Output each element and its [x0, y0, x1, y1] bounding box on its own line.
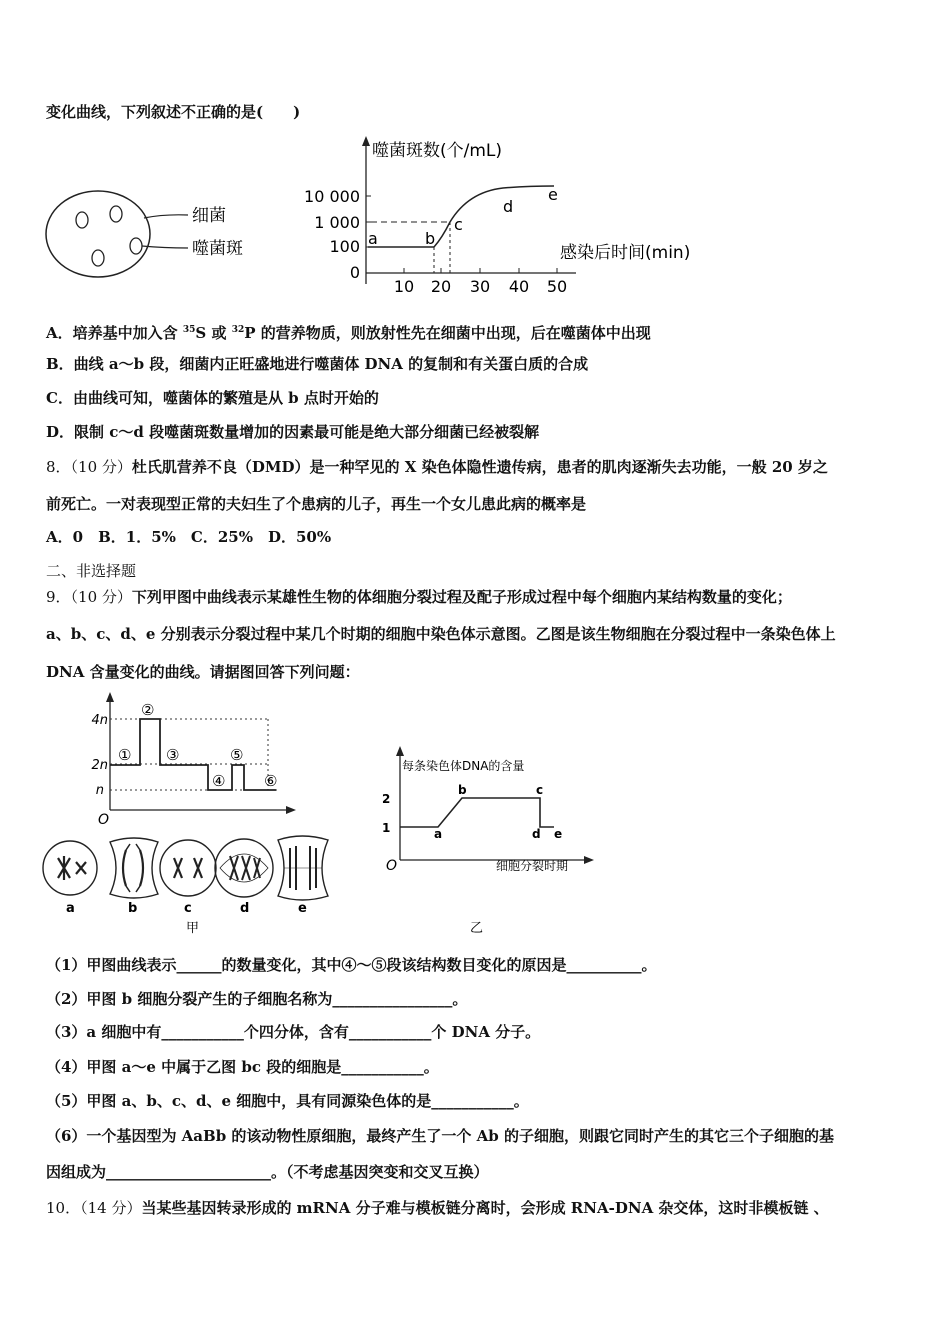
- ytick-1000: 1 000: [314, 213, 360, 232]
- yi-caption: 乙: [470, 921, 484, 936]
- point-c: c: [454, 215, 463, 234]
- q9-sub6-line2: 因组成为______________________。（不考虑基因突变和交叉互换）: [46, 1163, 489, 1181]
- point-d: d: [503, 197, 514, 216]
- cell-d: [215, 839, 273, 897]
- label-bacteria: 细菌: [192, 206, 226, 226]
- q9-sub1: （1）甲图曲线表示______的数量变化，其中④～⑤段该结构数目变化的原因是__________。: [46, 956, 657, 974]
- cell-label-d: d: [240, 901, 250, 916]
- q9-sub4: （4）甲图 a～e 中属于乙图 bc 段的细胞是___________。: [46, 1058, 439, 1076]
- xtick-30: 30: [469, 277, 491, 296]
- yi-origin: O: [386, 858, 398, 874]
- label-plaque: 噬菌斑: [192, 239, 243, 259]
- q9-sub6-line1: （6）一个基因型为 AaBb 的该动物性原细胞，最终产生了一个 Ab 的子细胞，则跟它同时产生的其它三个子细胞的基: [46, 1127, 834, 1145]
- q7-option-b: B．曲线 a～b 段，细菌内正旺盛地进行噬菌体 DNA 的复制和有关蛋白质的合成: [46, 355, 589, 373]
- jia-curve: [110, 719, 276, 790]
- q9-line2: a、b、c、d、e 分别表示分裂过程中某几个时期的细胞中染色体示意图。乙图是该生物细胞在分裂过程中一条染色体上: [46, 625, 836, 643]
- xtick-10: 10: [393, 277, 415, 296]
- yi-point-a: a: [434, 827, 443, 841]
- yi-curve: [400, 798, 554, 827]
- yi-ytick-2: 2: [382, 792, 391, 806]
- ytick-0: 0: [349, 263, 360, 282]
- q9-sub3: （3）a 细胞中有___________个四分体，含有___________个 DNA 分子。: [46, 1023, 541, 1041]
- stage-6: ⑥: [264, 772, 278, 790]
- cell-label-a: a: [66, 901, 75, 916]
- ytick-10000: 10 000: [304, 187, 360, 206]
- q9-line1: 9．（10 分）下列甲图中曲线表示某雄性生物的体细胞分裂过程及配子形成过程中每个细胞内某结构数量的变化；: [46, 588, 792, 606]
- section-title: 二、非选择题: [46, 562, 137, 580]
- q7-option-c: C．由曲线可知，噬菌体的繁殖是从 b 点时开始的: [46, 389, 379, 407]
- x-axis-label: 感染后时间(min): [560, 243, 691, 263]
- xtick-20: 20: [430, 277, 452, 296]
- stage-1: ①: [118, 746, 132, 764]
- y-axis-label: 噬菌斑数(个/mL): [372, 141, 503, 161]
- yi-xlabel: 细胞分裂时期: [496, 859, 569, 873]
- q7-option-d: D．限制 c～d 段噬菌斑数量增加的因素最可能是绝大部分细菌已经被裂解: [46, 423, 540, 441]
- q9-sub5: （5）甲图 a、b、c、d、e 细胞中，具有同源染色体的是___________。: [46, 1092, 529, 1110]
- xtick-40: 40: [508, 277, 530, 296]
- yi-point-c: c: [536, 783, 544, 797]
- jia-origin: O: [98, 812, 110, 828]
- yi-point-b: b: [458, 783, 467, 797]
- q8-options: A．0 B．1．5% C．25% D．50%: [46, 528, 332, 546]
- plaque-2: [110, 206, 122, 222]
- q9-sub2: （2）甲图 b 细胞分裂产生的子细胞名称为________________。: [46, 990, 468, 1008]
- q10-line1: 10．（14 分）当某些基因转录形成的 mRNA 分子难与模板链分离时，会形成 RNA-DNA 杂交体，这时非模板链 、: [46, 1199, 829, 1217]
- jia-ytick-2n: 2n: [91, 758, 108, 773]
- stage-2: ②: [141, 701, 155, 719]
- yi-point-e: e: [554, 827, 563, 841]
- point-e: e: [548, 185, 558, 204]
- cell-a: [43, 841, 97, 895]
- petri-dish: [46, 191, 150, 277]
- q8-line2: 前死亡。一对表现型正常的夫妇生了个患病的儿子，再生一个女儿患此病的概率是: [46, 495, 587, 513]
- plaque-3: [92, 250, 104, 266]
- q7-plaque-curve: [298, 130, 718, 300]
- yi-point-d: d: [532, 827, 541, 841]
- q9-fig-yi: [378, 740, 608, 940]
- ytick-100: 100: [329, 237, 360, 256]
- cell-c: [160, 840, 216, 896]
- jia-ytick-4n: 4n: [91, 713, 108, 728]
- yi-ytick-1: 1: [382, 821, 391, 835]
- point-b: b: [425, 229, 436, 248]
- q7-petri-figure: [44, 188, 274, 284]
- jia-ytick-n: n: [95, 783, 104, 798]
- cell-label-c: c: [184, 901, 192, 916]
- cell-b: [110, 838, 158, 898]
- q8-line1: 8．（10 分）杜氏肌营养不良（DMD）是一种罕见的 X 染色体隐性遗传病，患者的肌肉逐渐失去功能，一般 20 岁之: [46, 458, 828, 476]
- point-a: a: [368, 229, 378, 248]
- stage-4: ④: [212, 772, 226, 790]
- plaque-1: [76, 212, 88, 228]
- cell-label-e: e: [298, 901, 307, 916]
- xtick-50: 50: [546, 277, 568, 296]
- yi-ylabel: 每条染色体DNA的含量: [402, 759, 525, 773]
- stage-5: ⑤: [230, 746, 244, 764]
- jia-caption: 甲: [186, 921, 200, 936]
- cell-e: [278, 836, 328, 900]
- stage-3: ③: [166, 746, 180, 764]
- q9-line3: DNA 含量变化的曲线。请据图回答下列问题：: [46, 663, 360, 681]
- q9-fig-jia: [40, 690, 340, 940]
- plaque-4: [130, 238, 142, 254]
- q7-stem: 变化曲线，下列叙述不正确的是( ): [46, 103, 301, 121]
- cell-label-b: b: [128, 901, 138, 916]
- q7-option-a: A．培养基中加入含 $^{35}$S 或 $^{32}$P 的营养物质，则放射性先在细菌中出现，后在噬菌体中出现: [46, 324, 651, 342]
